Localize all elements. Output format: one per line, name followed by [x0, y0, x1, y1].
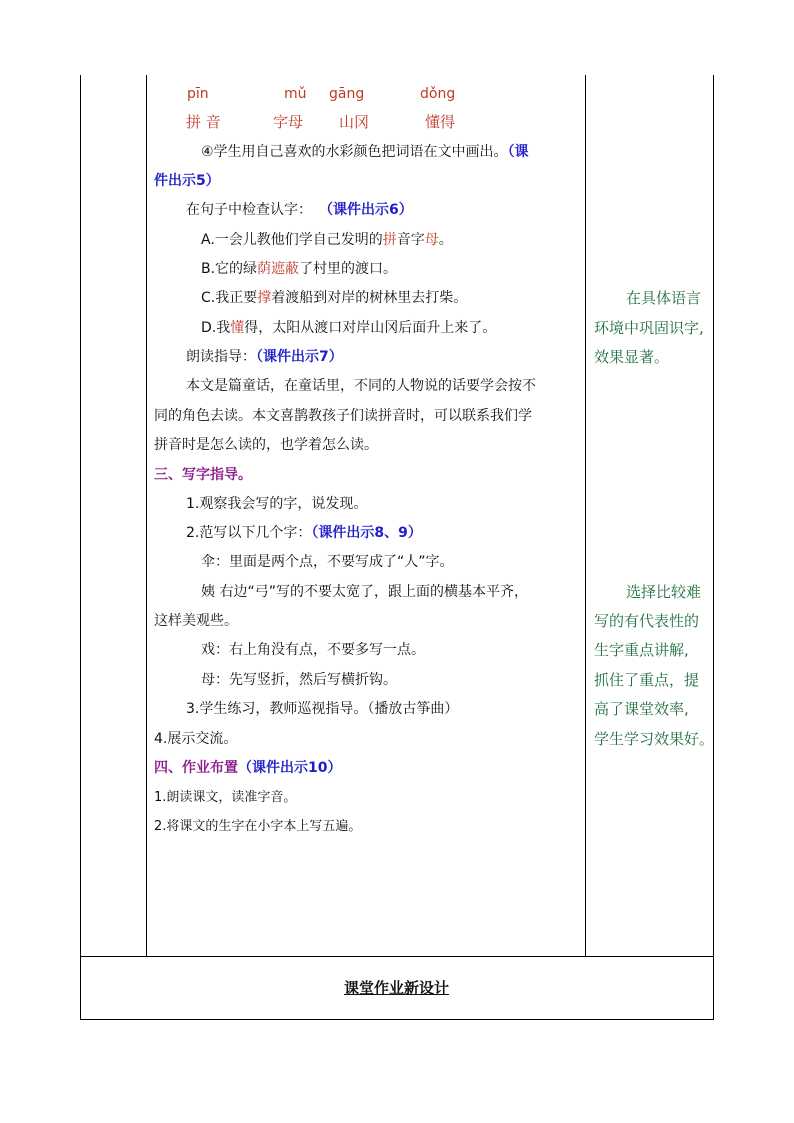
word-pinyin: 拼 音: [186, 113, 221, 131]
pinyin-mu: mǔ: [284, 86, 307, 102]
table-bottom-border: [80, 1019, 714, 1020]
sentence-d: [201, 318, 496, 338]
write2-ref: （课件出示8、9）: [311, 525, 422, 541]
char-xi: 戏：右上角没有点，不要多写一点。: [201, 642, 425, 658]
word-zimu: 字母: [273, 113, 304, 131]
sentence-b-post: 了村里的渡口。: [299, 261, 398, 277]
section3-heading: 三、写字指导。: [154, 467, 252, 483]
pinyin-gang: gāng: [329, 86, 365, 102]
write2-line: [186, 523, 422, 543]
reading-p1: 本文是篇童话，在童话里，不同的人物说的话要学会按不: [186, 378, 536, 394]
step4-line1: [201, 142, 529, 162]
reading-p2: 同的角色去读。本文喜鹊教孩子们读拼音时，可以联系我们学: [154, 408, 532, 424]
sentence-c-post: 着渡船到对岸的树林里去打柴。: [271, 290, 468, 306]
pinyin-pin: pīn: [187, 86, 209, 102]
write1: 1.观察我会写的字，说发现。: [186, 496, 368, 512]
sentence-b-pre: B.它的绿: [201, 261, 258, 277]
note2-line3: 生字重点讲解,: [594, 641, 689, 659]
homework-1: 1.朗读课文，读准字音。: [154, 790, 297, 805]
sentence-a-hl1: 拼: [382, 232, 397, 248]
sentence-d-post: 得，太阳从渡口对岸山冈后面升上来了。: [244, 320, 497, 336]
pinyin-dong: dǒng: [420, 86, 456, 102]
section4-line: [154, 758, 341, 778]
table-col-divider-1: [146, 75, 147, 956]
check-intro-line: [186, 200, 413, 220]
section4-ref: （课件出示10）: [238, 760, 342, 776]
table-left-border: [80, 75, 81, 1020]
sentence-a-pre: A.一会儿教他们学自己发明的: [201, 232, 383, 248]
reading-p3: 拼音时是怎么读的，也学着怎么读。: [154, 437, 378, 453]
check-intro: 在句子中检查认字：: [186, 202, 312, 218]
reading-label-line: [186, 347, 343, 367]
write4: 4.展示交流。: [154, 731, 238, 747]
note1-line3: 效果显著。: [594, 348, 670, 366]
word-shangang: 山冈: [339, 113, 370, 131]
note2-line4: 抓住了重点，提: [594, 671, 700, 689]
word-dongde: 懂得: [425, 113, 456, 131]
sentence-a-hl2: 母: [424, 232, 439, 248]
write2: 2.范写以下几个字：: [186, 525, 312, 541]
sentence-a: [201, 230, 453, 250]
sentence-a-post: 。: [438, 232, 453, 248]
note2-line2: 写的有代表性的: [594, 612, 700, 630]
char-mu: 母：先写竖折，然后写横折钩。: [201, 672, 397, 688]
char-yi-a: 姨 右边“弓”写的不要太宽了，跟上面的横基本平齐，: [201, 584, 528, 600]
step4-ref-b: 件出示5）: [154, 173, 220, 189]
sentence-c-pre: C.我正要: [201, 290, 258, 306]
note2-line1: 选择比较难: [626, 583, 702, 601]
table-col-divider-2: [585, 75, 586, 956]
reading-ref: （课件出示7）: [256, 349, 343, 365]
sentence-c: [201, 288, 467, 308]
sentence-d-pre: D.我: [201, 320, 231, 336]
sentence-b-hl: 荫遮蔽: [257, 261, 300, 277]
note2-line6: 学生学习效果好。: [594, 730, 715, 748]
table-right-border: [713, 75, 714, 1020]
sentence-c-hl: 撑: [257, 290, 272, 306]
char-san: 伞：里面是两个点，不要写成了“人”字。: [201, 554, 454, 570]
section4-heading: 四、作业布置: [154, 760, 238, 776]
table-row-divider: [80, 956, 714, 957]
sentence-d-hl: 懂: [230, 320, 245, 336]
note2-line5: 高了课堂效率,: [594, 700, 689, 718]
reading-label: 朗读指导：: [186, 349, 256, 365]
note1-line2: 环境中巩固识字,: [594, 319, 704, 337]
write3: 3.学生练习，教师巡视指导。（播放古筝曲）: [186, 701, 459, 717]
char-yi-b: 这样美观些。: [154, 613, 238, 629]
homework-2: 2.将课文的生字在小字本上写五遍。: [154, 819, 362, 834]
step4-text: ④学生用自己喜欢的水彩颜色把词语在文中画出。: [201, 144, 508, 160]
sentence-b: [201, 259, 397, 279]
check-ref: （课件出示6）: [326, 202, 413, 218]
note1-line1: 在具体语言: [626, 289, 702, 307]
sentence-a-mid: 音字: [396, 232, 425, 248]
footer-title: 课堂作业新设计: [344, 979, 450, 997]
step4-ref-a: （课: [507, 144, 529, 160]
